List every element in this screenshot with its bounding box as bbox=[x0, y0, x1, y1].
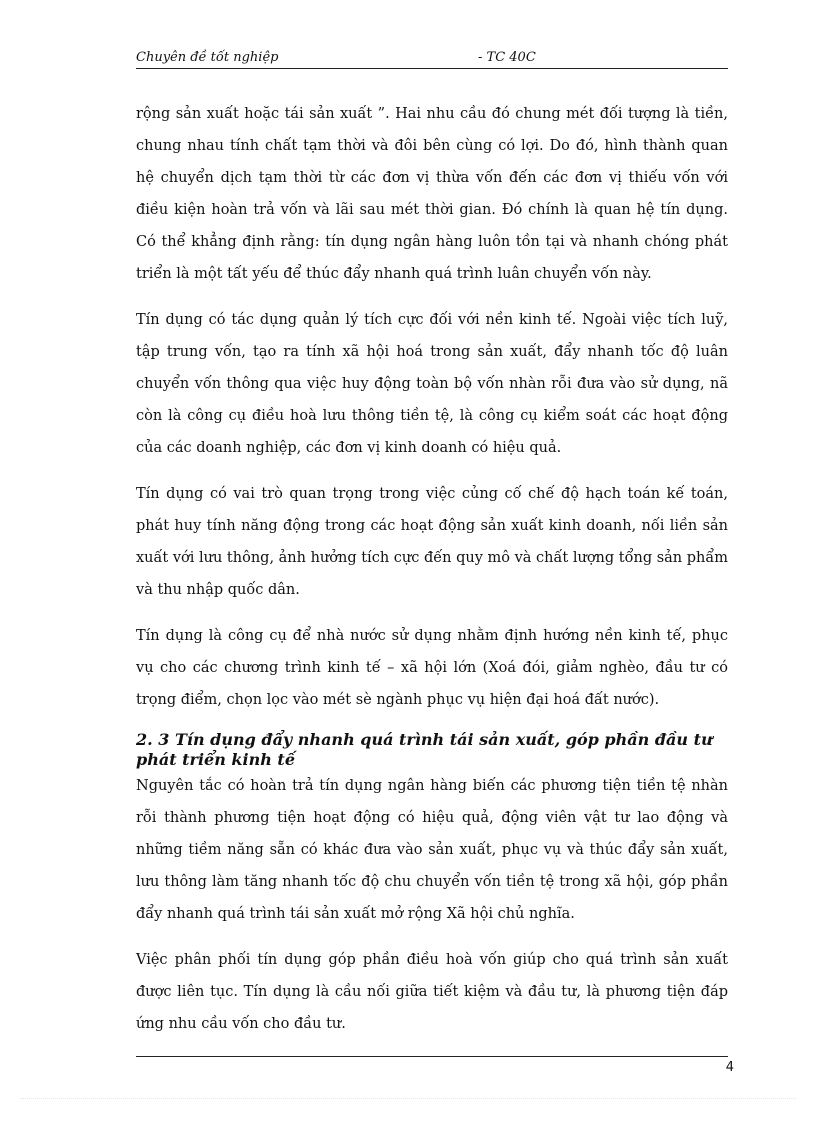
body-paragraph: Tín dụng là công cụ để nhà nước sử dụng nhằm định hướng nền kinh tế, phục vụ cho các chương trình kinh tế – xã hội lớn (Xoá đói, giảm nghèo, đầu tư có trọng điểm, chọn lọc vào mét sè ngành phục vụ hiện đại hoá đất nước). bbox=[136, 628, 728, 708]
footer-divider bbox=[136, 1056, 728, 1057]
body-paragraph: rộng sản xuất hoặc tái sản xuất ”. Hai nhu cầu đó chung mét đối tượng là tiền, chung nhau tính chất tạm thời và đôi bên cùng có lợi. Do đó, hình thành quan hệ chuyển dịch tạm thời từ các đơn vị thừa vốn đến các đơn vị thiếu vốn với điều kiện hoàn trả vốn và lãi sau mét thời gian. Đó chính là quan hệ tín dụng. Có thể khẳng định rằng: tín dụng ngân hàng luôn tồn tại và nhanh chóng phát triển là một tất yếu để thúc đẩy nhanh quá trình luân chuyển vốn này. bbox=[136, 106, 728, 282]
body-paragraph: Nguyên tắc có hoàn trả tín dụng ngân hàng biến các phương tiện tiền tệ nhàn rỗi thành phương tiện hoạt động có hiệu quả, động viên vật tư lao động và những tiềm năng sẵn có khác đưa vào sản xuất, phục vụ và thúc đẩy sản xuất, lưu thông làm tăng nhanh tốc độ chu chuyển vốn tiền tệ trong xã hội, góp phần đẩy nhanh quá trình tái sản xuất mở rộng Xã hội chủ nghĩa. bbox=[136, 778, 728, 922]
page-number: 4 bbox=[725, 1060, 734, 1075]
page-header bbox=[136, 48, 728, 69]
body-paragraph: Tín dụng có vai trò quan trọng trong việc củng cố chế độ hạch toán kế toán, phát huy tính năng động trong các hoạt động sản xuất kinh doanh, nối liền sản xuất với lưu thông, ảnh hưởng tích cực đến quy mô và chất lượng tổng sản phẩm và thu nhập quốc dân. bbox=[136, 486, 728, 598]
body-paragraph: Việc phân phối tín dụng góp phần điều hoà vốn giúp cho quá trình sản xuất được liên tục. Tín dụng là cầu nối giữa tiết kiệm và đầu tư, là phương tiện đáp ứng nhu cầu vốn cho đầu tư. bbox=[136, 952, 728, 1032]
header-class-code: - TC 40C bbox=[478, 50, 536, 65]
header-document-title: Chuyên đề tốt nghiệp bbox=[136, 50, 279, 65]
page-body bbox=[136, 98, 728, 1054]
page-bottom-dotted-line bbox=[20, 1098, 796, 1099]
section-heading: 2. 3 Tín dụng đẩy nhanh quá trình tái sản xuất, góp phần đầu tư phát triển kinh tế bbox=[136, 730, 713, 769]
body-paragraph: Tín dụng có tác dụng quản lý tích cực đối với nền kinh tế. Ngoài việc tích luỹ, tập trung vốn, tạo ra tính xã hội hoá trong sản xuất, đẩy nhanh tốc độ luân chuyển vốn thông qua việc huy động toàn bộ vốn nhàn rỗi đưa vào sử dụng, nã còn là công cụ điều hoà lưu thông tiền tệ, là công cụ kiểm soát các hoạt động của các doanh nghiệp, các đơn vị kinh doanh có hiệu quả. bbox=[136, 312, 728, 456]
